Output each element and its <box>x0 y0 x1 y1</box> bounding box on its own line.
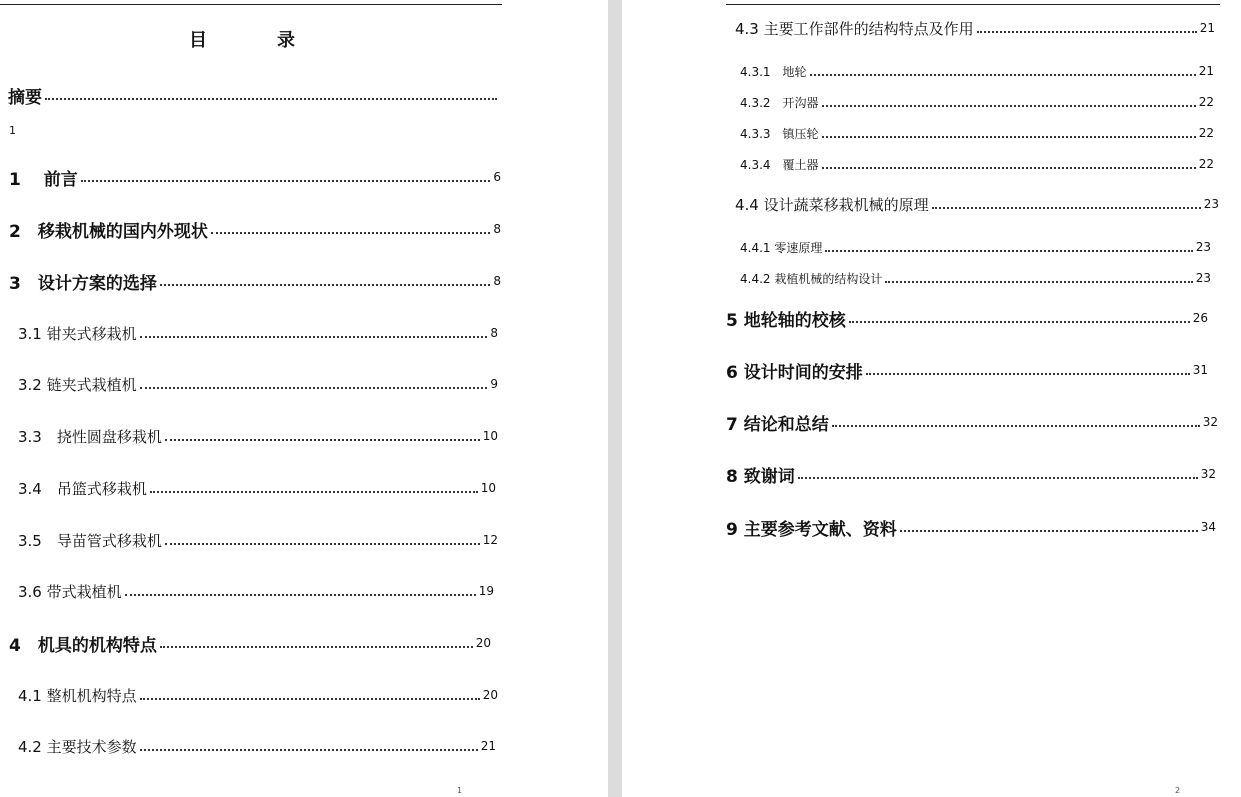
toc-entry-page: 20 <box>475 636 491 650</box>
toc-entry-label: 4.3.1 地轮 <box>740 64 807 79</box>
toc-entry-label: 摘要 <box>8 87 42 108</box>
toc-entry-page: 8 <box>493 274 501 288</box>
toc-entry-4-1[interactable] <box>18 684 498 706</box>
dot-leader <box>798 477 1198 479</box>
dot-leader <box>832 425 1200 427</box>
toc-entry-ch9[interactable] <box>726 516 1216 538</box>
toc-entry-page: 32 <box>1202 415 1218 429</box>
toc-entry-3-4[interactable] <box>18 477 496 499</box>
toc-entry-page: 6 <box>493 170 501 184</box>
toc-entry-page: 8 <box>490 326 498 340</box>
toc-entry-label: 8 致谢词 <box>726 466 795 487</box>
toc-entry-label: 4.3.3 镇压轮 <box>740 126 819 141</box>
toc-entry-page: 21 <box>480 739 496 753</box>
toc-entry-label: 3.2 链夹式栽植机 <box>18 375 137 394</box>
dot-leader <box>977 31 1197 33</box>
toc-entry-page: 23 <box>1195 240 1211 254</box>
dot-leader <box>211 232 491 234</box>
toc-entry-label: 6 设计时间的安排 <box>726 362 863 383</box>
dot-leader <box>165 543 480 545</box>
dot-leader <box>140 698 480 700</box>
toc-entry-label: 4.2 主要技术参数 <box>18 737 137 756</box>
toc-entry-3-1[interactable] <box>18 322 498 344</box>
toc-entry-3-2[interactable] <box>18 373 498 395</box>
dot-leader <box>140 336 488 338</box>
dot-leader <box>125 594 476 596</box>
toc-entry-page: 32 <box>1200 467 1216 481</box>
toc-entry-ch8[interactable] <box>726 463 1216 485</box>
toc-entry-label: 3.5 导苗管式移栽机 <box>18 531 162 550</box>
dot-leader <box>822 105 1196 107</box>
toc-entry-4-3-3[interactable] <box>740 122 1214 144</box>
toc-entry-page: 26 <box>1192 311 1208 325</box>
toc-entry-page: 22 <box>1198 157 1214 171</box>
dot-leader <box>825 250 1192 252</box>
top-rule <box>726 4 1220 5</box>
toc-entry-page: 8 <box>493 222 501 236</box>
toc-entry-4-3-2[interactable] <box>740 91 1214 113</box>
dot-leader <box>81 180 491 182</box>
dot-leader <box>822 136 1196 138</box>
dot-leader <box>150 491 478 493</box>
dot-leader <box>885 281 1192 283</box>
page-gutter <box>608 0 622 797</box>
toc-title: 目 录 <box>189 30 321 51</box>
page-footer-number: 1 <box>457 786 463 795</box>
toc-entry-page: 34 <box>1200 520 1216 534</box>
toc-entry-label: 2 移栽机械的国内外现状 <box>9 221 208 242</box>
toc-entry-3-3[interactable] <box>18 425 498 447</box>
toc-entry-label: 3.1 钳夹式移栽机 <box>18 324 137 343</box>
toc-entry-4-2[interactable] <box>18 735 496 757</box>
toc-entry-ch4[interactable] <box>9 632 491 654</box>
toc-entry-label: 4.4 设计蔬菜移栽机械的原理 <box>735 195 929 214</box>
toc-entry-label: 1 前言 <box>9 169 78 190</box>
dot-leader <box>849 321 1190 323</box>
dot-leader <box>900 530 1198 532</box>
toc-entry-ch6[interactable] <box>726 359 1208 381</box>
toc-entry-label: 4 机具的机构特点 <box>9 635 157 656</box>
top-rule <box>0 4 502 5</box>
toc-entry-label: 4.4.2 栽植机械的结构设计 <box>740 271 883 286</box>
dot-leader <box>160 646 473 648</box>
toc-entry-label: 3 设计方案的选择 <box>9 273 157 294</box>
toc-entry-label: 4.3 主要工作部件的结构特点及作用 <box>735 19 974 38</box>
dot-leader <box>165 439 480 441</box>
toc-entry-ch5[interactable] <box>726 307 1208 329</box>
toc-entry-ch2[interactable] <box>9 218 501 240</box>
toc-entry-label: 3.3 挠性圆盘移栽机 <box>18 427 162 446</box>
dot-leader <box>45 98 497 100</box>
dot-leader <box>140 749 478 751</box>
toc-entry-label: 7 结论和总结 <box>726 414 829 435</box>
toc-entry-4-3[interactable] <box>735 17 1215 39</box>
dot-leader <box>160 284 491 286</box>
toc-entry-4-3-4[interactable] <box>740 153 1214 175</box>
toc-entry-3-5[interactable] <box>18 529 498 551</box>
dot-leader <box>932 207 1201 209</box>
page-footer-number: 2 <box>1175 786 1181 795</box>
toc-entry-page: 12 <box>482 533 498 547</box>
toc-entry-4-4-1[interactable] <box>740 236 1211 258</box>
toc-entry-page: 19 <box>478 584 494 598</box>
toc-entry-label: 4.1 整机机构特点 <box>18 686 137 705</box>
toc-entry-page: 31 <box>1192 363 1208 377</box>
stray-page-number: 1 <box>9 124 16 137</box>
toc-entry-ch3[interactable] <box>9 270 501 292</box>
toc-entry-label: 4.3.4 覆土器 <box>740 157 819 172</box>
toc-entry-abstract[interactable] <box>8 84 500 106</box>
dot-leader <box>810 74 1196 76</box>
toc-entry-label: 3.4 吊篮式移栽机 <box>18 479 147 498</box>
toc-entry-label: 4.4.1 零速原理 <box>740 240 823 255</box>
toc-entry-page: 23 <box>1203 197 1219 211</box>
toc-entry-page: 21 <box>1199 21 1215 35</box>
toc-entry-page: 22 <box>1198 95 1214 109</box>
toc-entry-page: 23 <box>1195 271 1211 285</box>
toc-entry-label: 4.3.2 开沟器 <box>740 95 819 110</box>
toc-entry-page: 20 <box>482 688 498 702</box>
toc-entry-label: 9 主要参考文献、资料 <box>726 519 897 540</box>
right-page <box>622 0 1241 797</box>
toc-entry-ch7[interactable] <box>726 411 1218 433</box>
toc-entry-page: 9 <box>490 377 498 391</box>
toc-entry-label: 3.6 带式栽植机 <box>18 582 122 601</box>
toc-entry-4-3-1[interactable] <box>740 60 1214 82</box>
toc-entry-page: 22 <box>1198 126 1214 140</box>
dot-leader <box>822 167 1196 169</box>
toc-entry-3-6[interactable] <box>18 580 494 602</box>
dot-leader <box>140 387 488 389</box>
toc-entry-label: 5 地轮轴的校核 <box>726 310 846 331</box>
left-page <box>0 0 608 797</box>
toc-entry-4-4[interactable] <box>735 193 1219 215</box>
toc-entry-page: 10 <box>480 481 496 495</box>
toc-entry-page: 21 <box>1198 64 1214 78</box>
dot-leader <box>866 373 1190 375</box>
toc-entry-page: 10 <box>482 429 498 443</box>
toc-entry-4-4-2[interactable] <box>740 267 1211 289</box>
toc-entry-ch1[interactable] <box>9 166 501 188</box>
